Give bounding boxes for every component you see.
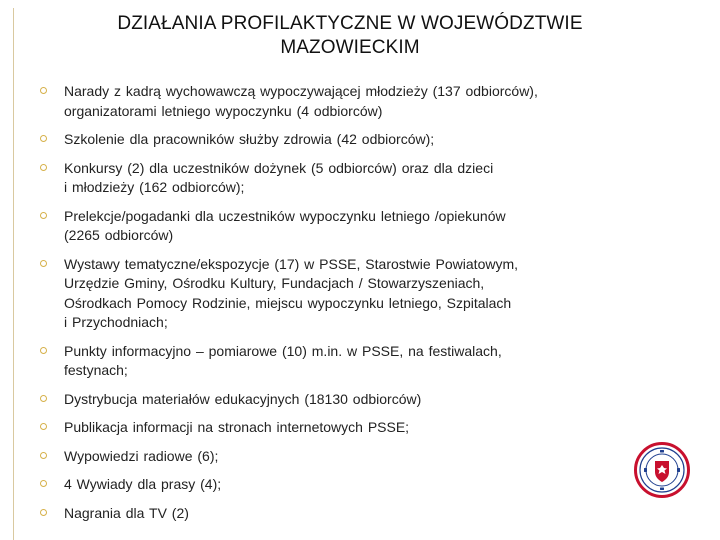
bullet-circle-icon: [40, 423, 47, 430]
bullet-text-line: i Przychodniach;: [64, 314, 168, 330]
bullet-list: [38, 82, 678, 532]
bullet-circle-icon: [40, 480, 47, 487]
bullet-item: [38, 159, 678, 198]
slide-title: [30, 12, 670, 60]
bullet-text-line: (2265 odbiorców): [64, 227, 174, 243]
bullet-text-line: Ośrodkach Pomocy Rodzinie, miejscu wypoczynku letniego, Szpitalach: [64, 294, 512, 311]
bullet-item: [38, 504, 678, 524]
bullet-text-line: Narady z kadrą wychowawczą wypoczywającej młodzieży (137 odbiorców),: [64, 83, 538, 99]
bullet-text-line: Nagrania dla TV (2): [64, 504, 189, 521]
bullet-circle-icon: [40, 212, 47, 219]
bullet-text-line: Szkolenie dla pracowników służby zdrowia (42 odbiorców);: [64, 131, 435, 147]
sanepid-emblem-icon: [634, 442, 690, 498]
bullet-item: [38, 130, 678, 150]
bullet-item: [38, 207, 678, 246]
bullet-text-line: organizatorami letniego wypoczynku (4 odbiorców): [64, 102, 383, 119]
bullet-circle-icon: [40, 87, 47, 94]
bullet-text-line: Konkursy (2) dla uczestników dożynek (5 odbiorców) oraz dla dzieci: [64, 159, 494, 176]
bullet-text-line: i młodzieży (162 odbiorców);: [64, 179, 245, 195]
bullet-circle-icon: [40, 260, 47, 267]
bullet-text-line: Punkty informacyjno – pomiarowe (10) m.in. w PSSE, na festiwalach,: [64, 342, 502, 359]
bullet-item: [38, 342, 678, 381]
bullet-circle-icon: [40, 452, 47, 459]
bullet-text-line: Wystawy tematyczne/ekspozycje (17) w PSSE, Starostwie Powiatowym,: [64, 255, 519, 272]
bullet-text-line: Prelekcje/pogadanki dla uczestników wypoczynku letniego /opiekunów: [64, 207, 506, 224]
slide-frame-line: [13, 8, 14, 540]
bullet-item: [38, 447, 678, 467]
bullet-text-line: 4 Wywiady dla prasy (4);: [64, 476, 222, 492]
bullet-text-line: festynach;: [64, 362, 128, 378]
bullet-circle-icon: [40, 135, 47, 142]
slide-title-line-2: MAZOWIECKIM: [280, 37, 420, 58]
bullet-item: [38, 418, 678, 438]
bullet-item: [38, 82, 678, 121]
bullet-text-line: Wypowiedzi radiowe (6);: [64, 447, 219, 464]
bullet-item: [38, 475, 678, 495]
bullet-circle-icon: [40, 395, 47, 402]
bullet-item: [38, 255, 678, 333]
bullet-text-line: Dystrybucja materiałów edukacyjnych (18130 odbiorców): [64, 390, 422, 407]
bullet-text-line: Urzędzie Gminy, Ośrodku Kultury, Fundacjach / Stowarzyszeniach,: [64, 275, 485, 291]
bullet-item: [38, 390, 678, 410]
bullet-circle-icon: [40, 164, 47, 171]
bullet-circle-icon: [40, 509, 47, 516]
bullet-text-line: Publikacja informacji na stronach internetowych PSSE;: [64, 419, 410, 435]
bullet-circle-icon: [40, 347, 47, 354]
slide-title-line-1: DZIAŁANIA PROFILAKTYCZNE W WOJEWÓDZTWIE: [117, 13, 583, 34]
